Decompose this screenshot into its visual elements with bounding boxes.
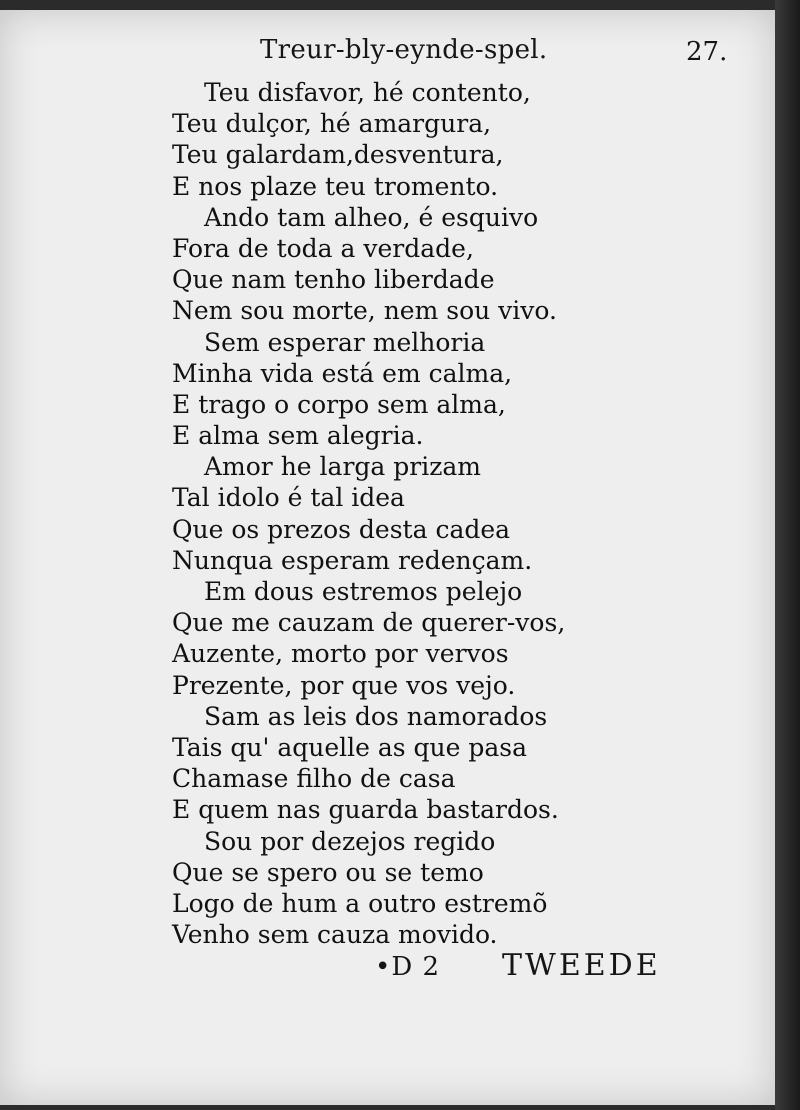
book-page bbox=[0, 10, 775, 1105]
signature-mark: •D 2 bbox=[375, 952, 440, 982]
catchword: TWEEDE bbox=[502, 948, 661, 983]
verse-line: Sem esperar melhoria bbox=[204, 327, 486, 357]
verse-line: Teu galardam,desventura, bbox=[172, 140, 504, 170]
running-head: Treur-bly-eynde-spel. bbox=[260, 35, 548, 65]
verse-block bbox=[172, 77, 692, 950]
verse-line: Fora de toda a verdade, bbox=[172, 233, 474, 263]
verse-line: Auzente, morto por vervos bbox=[172, 639, 509, 669]
verse-line: Sou por dezejos regido bbox=[204, 826, 496, 856]
verse-line: Sam as leis dos namorados bbox=[204, 701, 548, 731]
verse-line: Teu disfavor, hé contento, bbox=[204, 78, 531, 107]
verse-line: Tais qu' aquelle as que pasa bbox=[172, 732, 528, 762]
verse-line: E trago o corpo sem alma, bbox=[172, 389, 506, 419]
verse-line: E alma sem alegria. bbox=[172, 421, 424, 451]
verse-line: Prezente, por que vos vejo. bbox=[172, 670, 516, 700]
verse-line: Que os prezos desta cadea bbox=[172, 514, 511, 544]
verse-line: Venho sem cauza movido. bbox=[172, 920, 498, 950]
verse-line: Que se spero ou se temo bbox=[172, 857, 484, 887]
page-number: 27. bbox=[686, 37, 728, 67]
verse-line: E quem nas guarda bastardos. bbox=[172, 795, 559, 825]
verse-line: Logo de hum a outro estremõ bbox=[172, 888, 548, 918]
verse-line: E nos plaze teu tromento. bbox=[172, 171, 499, 201]
verse-line: Amor he larga prizam bbox=[204, 452, 481, 482]
verse-line: Em dous estremos pelejo bbox=[204, 577, 523, 606]
verse-line: Teu dulçor, hé amargura, bbox=[172, 109, 492, 139]
verse-line: Ando tam alheo, é esquivo bbox=[204, 202, 539, 232]
verse-line: Chamase filho de casa bbox=[172, 764, 456, 794]
verse-line: Nem sou morte, nem sou vivo. bbox=[172, 296, 557, 326]
scanner-edge bbox=[775, 0, 800, 1110]
verse-line: Que nam tenho liberdade bbox=[172, 265, 495, 295]
verse-line: Tal idolo é tal idea bbox=[172, 483, 405, 513]
verse-line: Minha vida está em calma, bbox=[172, 358, 513, 388]
verse-line: Nunqua esperam redençam. bbox=[172, 545, 533, 575]
verse-line: Que me cauzam de querer-vos, bbox=[172, 608, 566, 638]
